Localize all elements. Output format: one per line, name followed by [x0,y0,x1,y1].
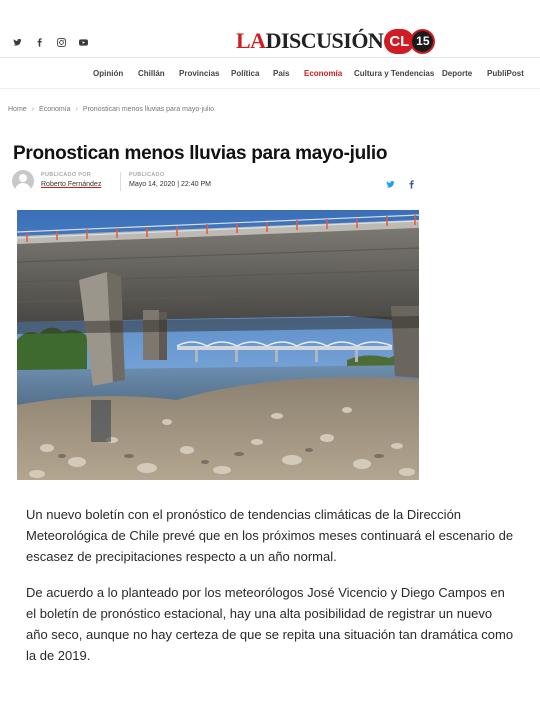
youtube-icon[interactable] [78,35,88,49]
twitter-icon[interactable] [12,35,22,49]
logo-la: LA [236,28,266,53]
logo-discusion: DISCUSIÓN [265,28,384,53]
anniversary-badge: 15 [410,29,435,54]
article-body [26,504,516,681]
nav-item-economia[interactable]: Economía [304,69,343,78]
article-meta [12,170,432,196]
nav-item-opinion[interactable]: Opinión [93,69,124,78]
breadcrumb [8,106,214,113]
share-buttons [386,176,416,194]
nav-item-pais[interactable]: País [273,69,290,78]
published-by-label: PUBLICADO POR [41,172,92,178]
facebook-icon[interactable] [34,35,44,49]
nav-item-chillan[interactable]: Chillán [138,69,165,78]
article-paragraph: De acuerdo a lo planteado por los meteorólogos José Vicencio y Diego Campos en el boletín de pronóstico estacional, hay una alta posibilidad de registrar un nuevo año seco, aunque no hay certeza de que se repita una situación tan dramática como la de 2019. [26,585,514,663]
chevron-right-icon: › [31,106,35,113]
publish-date: Mayo 14, 2020 | 22:40 PM [129,181,211,188]
instagram-icon[interactable] [56,35,66,49]
nav-item-politica[interactable]: Política [231,69,260,78]
article-title: Pronostican menos lluvias para mayo-julio [13,143,388,164]
nav-item-cultura[interactable]: Cultura y Tendencias [354,69,435,78]
site-logo[interactable] [236,26,435,56]
nav-item-publipost[interactable]: PubliPost [487,69,524,78]
nav-item-provincias[interactable]: Provincias [179,69,220,78]
share-facebook-icon[interactable] [407,176,416,194]
nav-item-deporte[interactable]: Deporte [442,69,473,78]
breadcrumb-current: Pronostican menos lluvias para mayo-julio [82,106,215,113]
breadcrumb-section[interactable]: Economía [39,106,71,113]
site-header [0,0,540,58]
logo-cl: CL [384,29,414,54]
author-link[interactable]: Roberto Fernández [41,181,102,188]
published-label: PUBLICADO [129,172,165,178]
article-photo [17,210,419,480]
social-links [12,35,88,49]
share-twitter-icon[interactable] [386,176,395,194]
meta-divider [120,172,121,191]
breadcrumb-home[interactable]: Home [8,106,27,113]
main-nav [0,59,540,89]
chevron-right-icon: › [75,106,78,113]
author-avatar[interactable] [12,170,34,192]
article-paragraph: Un nuevo boletín con el pronóstico de tendencias climáticas de la Dirección Meteorológica de Chile prevé que en los próximos meses continuará el escenario de escasez de precipitaciones respecto a un año normal. [26,507,514,564]
